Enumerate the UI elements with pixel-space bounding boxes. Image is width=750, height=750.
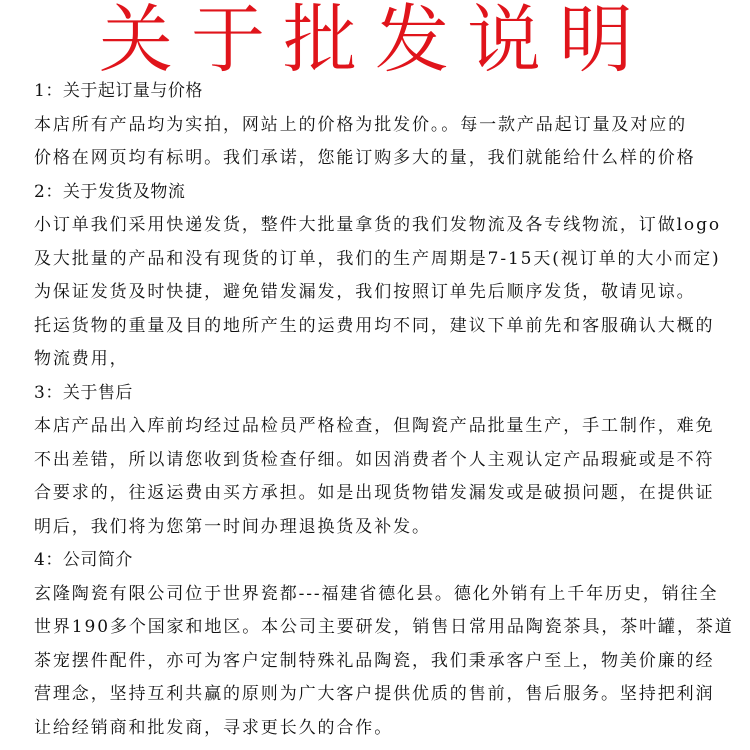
paragraph-line: 物流费用， — [34, 349, 129, 369]
paragraph-line: 本店所有产品均为实拍，网站上的价格为批发价。。每一款产品起订量及对应的 — [34, 114, 687, 135]
paragraph-line: 茶宠摆件配件，亦可为客户定制特殊礼品陶瓷，我们秉承客户至上，物美价廉的经 — [34, 650, 715, 671]
paragraph-line: 本店产品出入库前均经过品检员严格检查，但陶瓷产品批量生产，手工制作，难免 — [34, 416, 715, 436]
paragraph-line: 玄隆陶瓷有限公司位于世界瓷都---福建省德化县。德化外销有上千年历史，销往全 — [34, 583, 719, 604]
paragraph-line: 为保证发货及时快捷，避免错发漏发，我们按照订单先后顺序发货，敬请见谅。 — [34, 282, 696, 302]
paragraph-line: 不出差错，所以请您收到货检查仔细。如因消费者个人主观认定产品瑕疵或是不符 — [34, 449, 715, 470]
paragraph-line: 托运货物的重量及目的地所产生的运费用均不同，建议下单前先和客服确认大概的 — [34, 315, 715, 336]
paragraph-line: 让给经销商和批发商，寻求更长久的合作。 — [34, 717, 394, 738]
paragraph-line: 及大批量的产品和没有现货的订单，我们的生产周期是7-15天(视订单的大小而定) — [34, 248, 721, 269]
paragraph-line: 小订单我们采用快递发货，整件大批量拿货的我们发物流及各专线物流，订做logo — [34, 215, 721, 235]
paragraph-line: 合要求的，往返运费由买方承担。如是出现货物错发漏发或是破损问题，在提供证 — [34, 483, 715, 503]
page-title: 关于批发说明 — [99, 0, 651, 83]
paragraph-line: 明后，我们将为您第一时间办理退换货及补发。 — [34, 516, 431, 537]
section-heading-after-sales: 3：关于售后 — [34, 382, 133, 403]
section-heading-shipping: 2：关于发货及物流 — [34, 181, 186, 202]
document-body — [34, 75, 734, 745]
section-heading-pricing: 1：关于起订量与价格 — [34, 81, 203, 101]
section-heading-company-profile: 4：公司简介 — [34, 550, 133, 570]
paragraph-line: 价格在网页均有标明。我们承诺，您能订购多大的量，我们就能给什么样的价格 — [34, 148, 696, 168]
paragraph-line: 营理念，坚持互利共赢的原则为广大客户提供优质的售前，售后服务。坚持把利润 — [34, 684, 715, 704]
paragraph-line: 世界190多个国家和地区。本公司主要研发，销售日常用品陶瓷茶具，茶叶罐，茶道 — [34, 617, 734, 637]
